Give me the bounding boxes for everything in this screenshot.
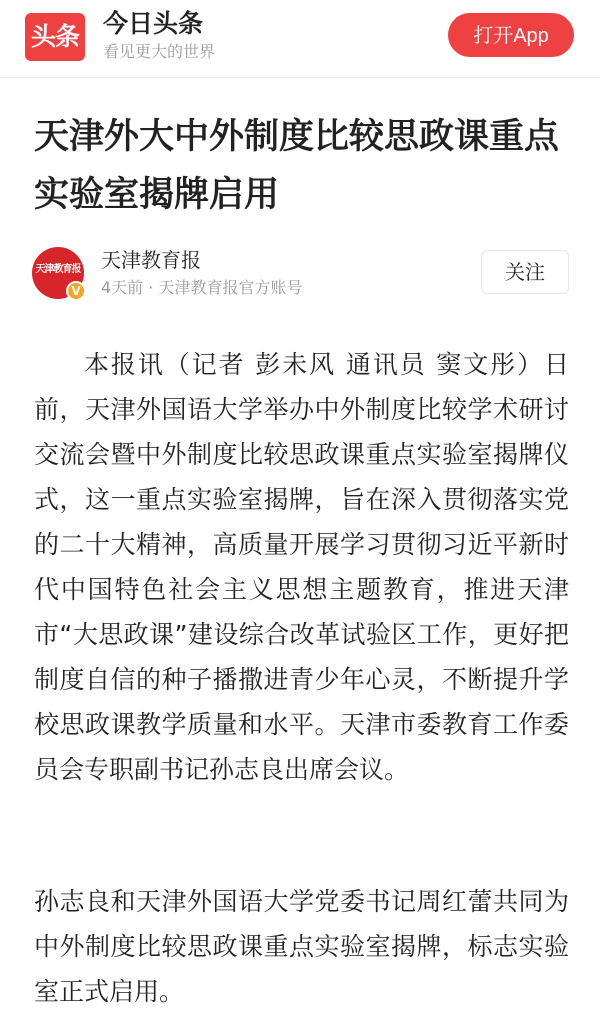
follow-button[interactable]: 关注 <box>481 250 569 294</box>
top-app-banner <box>0 0 600 78</box>
author-meta: 4天前 · 天津教育报官方账号 <box>101 278 303 297</box>
verified-badge-icon: V <box>66 281 86 301</box>
app-name: 今日头条 <box>103 9 204 38</box>
article-paragraph-2: 孙志良和天津外国语大学党委书记周红蕾共同为中外制度比较思政课重点实验室揭牌，标志实验室正式启用。 <box>34 887 569 1006</box>
author-avatar[interactable] <box>32 247 84 299</box>
author-name[interactable]: 天津教育报 <box>101 248 201 272</box>
article-paragraph-1: 本报讯（记者 彭未风 通讯员 窦文彤）日前，天津外国语大学举办中外制度比较学术研讨交流会暨中外制度比较思政课重点实验室揭牌仪式，这一重点实验室揭牌，旨在深入贯彻落实党的二十大精神，高质量开展学习贯彻习近平新时代中国特色社会主义思想主题教育，推进天津市“大思政课”建设综合改革试验区工作，更好把制度自信的种子播撒进青少年心灵，不断提升学校思政课教学质量和水平。天津市委教育工作委员会专职副书记孙志良出席会议。 <box>34 350 569 784</box>
open-app-button[interactable]: 打开App <box>448 13 574 57</box>
article-title: 天津外大中外制度比较思政课重点实验室揭牌启用 <box>34 117 560 215</box>
toutiao-logo[interactable]: 头条 <box>25 13 85 61</box>
avatar-logo-text: 天津教育报 <box>35 264 81 275</box>
app-slogan: 看见更大的世界 <box>103 42 216 61</box>
